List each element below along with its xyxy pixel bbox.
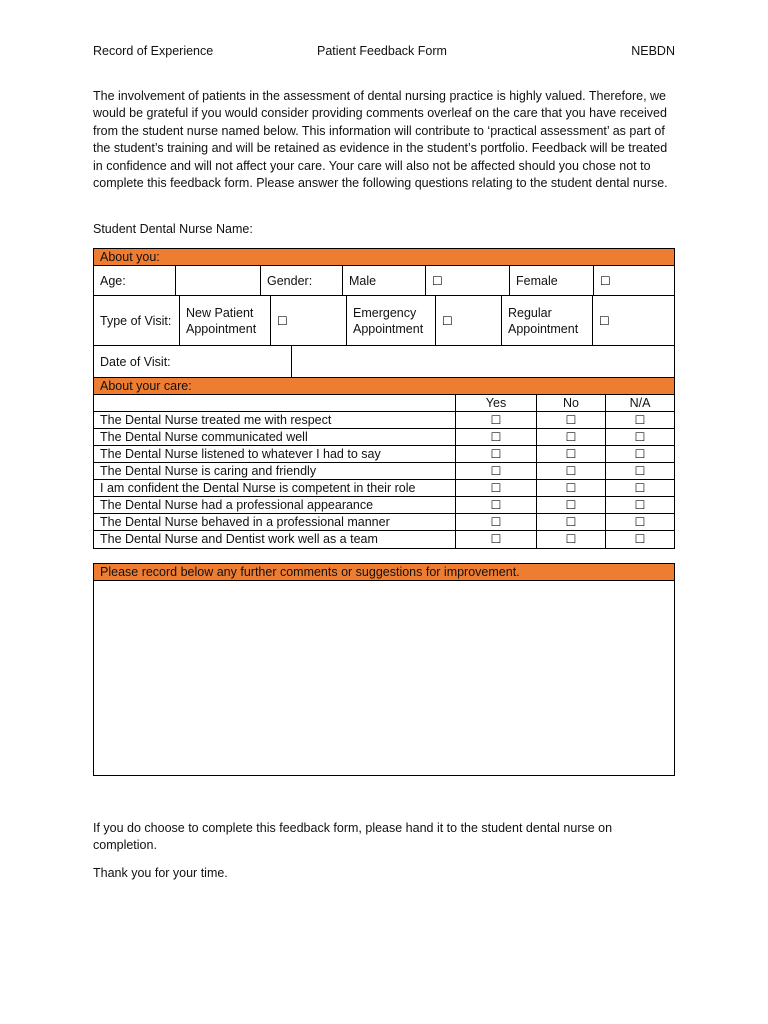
yes-checkbox[interactable]: ☐ — [456, 446, 537, 462]
question-row — [94, 480, 674, 497]
no-checkbox[interactable]: ☐ — [537, 463, 606, 479]
yes-checkbox[interactable]: ☐ — [456, 497, 537, 513]
no-checkbox[interactable]: ☐ — [537, 480, 606, 496]
gender-label: Gender: — [261, 266, 343, 295]
male-checkbox[interactable]: ☐ — [426, 266, 510, 295]
header-org: NEBDN — [631, 44, 675, 58]
question-row — [94, 412, 674, 429]
age-label: Age: — [94, 266, 176, 295]
care-header-blank — [94, 395, 456, 411]
no-checkbox[interactable]: ☐ — [537, 497, 606, 513]
comments-heading: Please record below any further comments or suggestions for improvement. — [94, 564, 674, 581]
no-checkbox[interactable]: ☐ — [537, 514, 606, 530]
question-text: The Dental Nurse had a professional appearance — [94, 497, 456, 513]
regular-label: Regular Appointment — [502, 296, 593, 345]
col-no-header: No — [537, 395, 606, 411]
student-name-label: Student Dental Nurse Name: — [93, 222, 253, 236]
na-checkbox[interactable]: ☐ — [634, 532, 646, 546]
regular-checkbox[interactable]: ☐ — [599, 313, 610, 328]
question-row — [94, 514, 674, 531]
na-checkbox[interactable]: ☐ — [634, 464, 646, 478]
question-text: The Dental Nurse treated me with respect — [94, 412, 456, 428]
comments-field[interactable] — [94, 581, 674, 775]
visit-type-label: Type of Visit: — [94, 296, 180, 345]
about-care-heading: About your care: — [94, 378, 674, 395]
age-gender-row — [94, 266, 674, 296]
na-checkbox[interactable]: ☐ — [634, 430, 646, 444]
yes-checkbox[interactable]: ☐ — [456, 531, 537, 548]
female-label: Female — [510, 266, 594, 295]
question-text: The Dental Nurse communicated well — [94, 429, 456, 445]
visit-type-row — [94, 296, 674, 346]
closing-thanks: Thank you for your time. — [93, 866, 228, 880]
date-label: Date of Visit: — [94, 346, 292, 377]
header-record-title: Record of Experience — [93, 44, 214, 58]
female-checkbox[interactable]: ☐ — [600, 273, 611, 288]
no-checkbox[interactable]: ☐ — [537, 429, 606, 445]
closing-instruction: If you do choose to complete this feedback form, please hand it to the student dental nurse on completion. — [93, 821, 613, 853]
question-row — [94, 446, 674, 463]
question-text: I am confident the Dental Nurse is competent in their role — [94, 480, 456, 496]
emergency-label: Emergency Appointment — [347, 296, 436, 345]
na-checkbox[interactable]: ☐ — [634, 481, 646, 495]
yes-checkbox[interactable]: ☐ — [456, 412, 537, 428]
na-checkbox[interactable]: ☐ — [634, 515, 646, 529]
comments-box — [93, 563, 675, 776]
about-you-table — [93, 248, 675, 378]
question-text: The Dental Nurse is caring and friendly — [94, 463, 456, 479]
yes-checkbox[interactable]: ☐ — [456, 429, 537, 445]
question-row — [94, 497, 674, 514]
question-row — [94, 531, 674, 548]
age-field[interactable] — [176, 266, 261, 295]
question-row — [94, 429, 674, 446]
question-text: The Dental Nurse behaved in a professional manner — [94, 514, 456, 530]
col-na-header: N/A — [629, 396, 651, 410]
date-row — [94, 346, 674, 377]
male-label: Male — [343, 266, 426, 295]
question-row — [94, 463, 674, 480]
about-care-table — [93, 377, 675, 549]
yes-checkbox[interactable]: ☐ — [456, 463, 537, 479]
date-field[interactable] — [292, 346, 674, 377]
emergency-checkbox[interactable]: ☐ — [436, 296, 502, 345]
question-text: The Dental Nurse and Dentist work well as a team — [94, 531, 456, 548]
yes-checkbox[interactable]: ☐ — [456, 480, 537, 496]
new-patient-checkbox[interactable]: ☐ — [271, 296, 347, 345]
intro-paragraph: The involvement of patients in the assessment of dental nursing practice is highly valued. Therefore, we would be grateful if you would consider providing comments overleaf on the care that you have received from the student nurse named below. This information will contribute to ‘practical assessment’ as part of the student’s training and will be retained as evidence in the student’s portfolio. Feedback will be treated in confidence and will not affect your care. Your care will also not be affected should you chose not to complete this feedback form. Please answer the following questions relating to the student dental nurse. — [93, 89, 668, 191]
page-header — [93, 44, 675, 60]
no-checkbox[interactable]: ☐ — [537, 412, 606, 428]
yes-checkbox[interactable]: ☐ — [456, 514, 537, 530]
care-header-row — [94, 395, 674, 412]
no-checkbox[interactable]: ☐ — [537, 531, 606, 548]
na-checkbox[interactable]: ☐ — [634, 413, 646, 427]
new-patient-label: New Patient Appointment — [180, 296, 271, 345]
question-text: The Dental Nurse listened to whatever I had to say — [94, 446, 456, 462]
col-yes-header: Yes — [456, 395, 537, 411]
na-checkbox[interactable]: ☐ — [634, 498, 646, 512]
about-you-heading: About you: — [94, 249, 674, 266]
na-checkbox[interactable]: ☐ — [634, 447, 646, 461]
header-form-title: Patient Feedback Form — [317, 44, 447, 58]
no-checkbox[interactable]: ☐ — [537, 446, 606, 462]
